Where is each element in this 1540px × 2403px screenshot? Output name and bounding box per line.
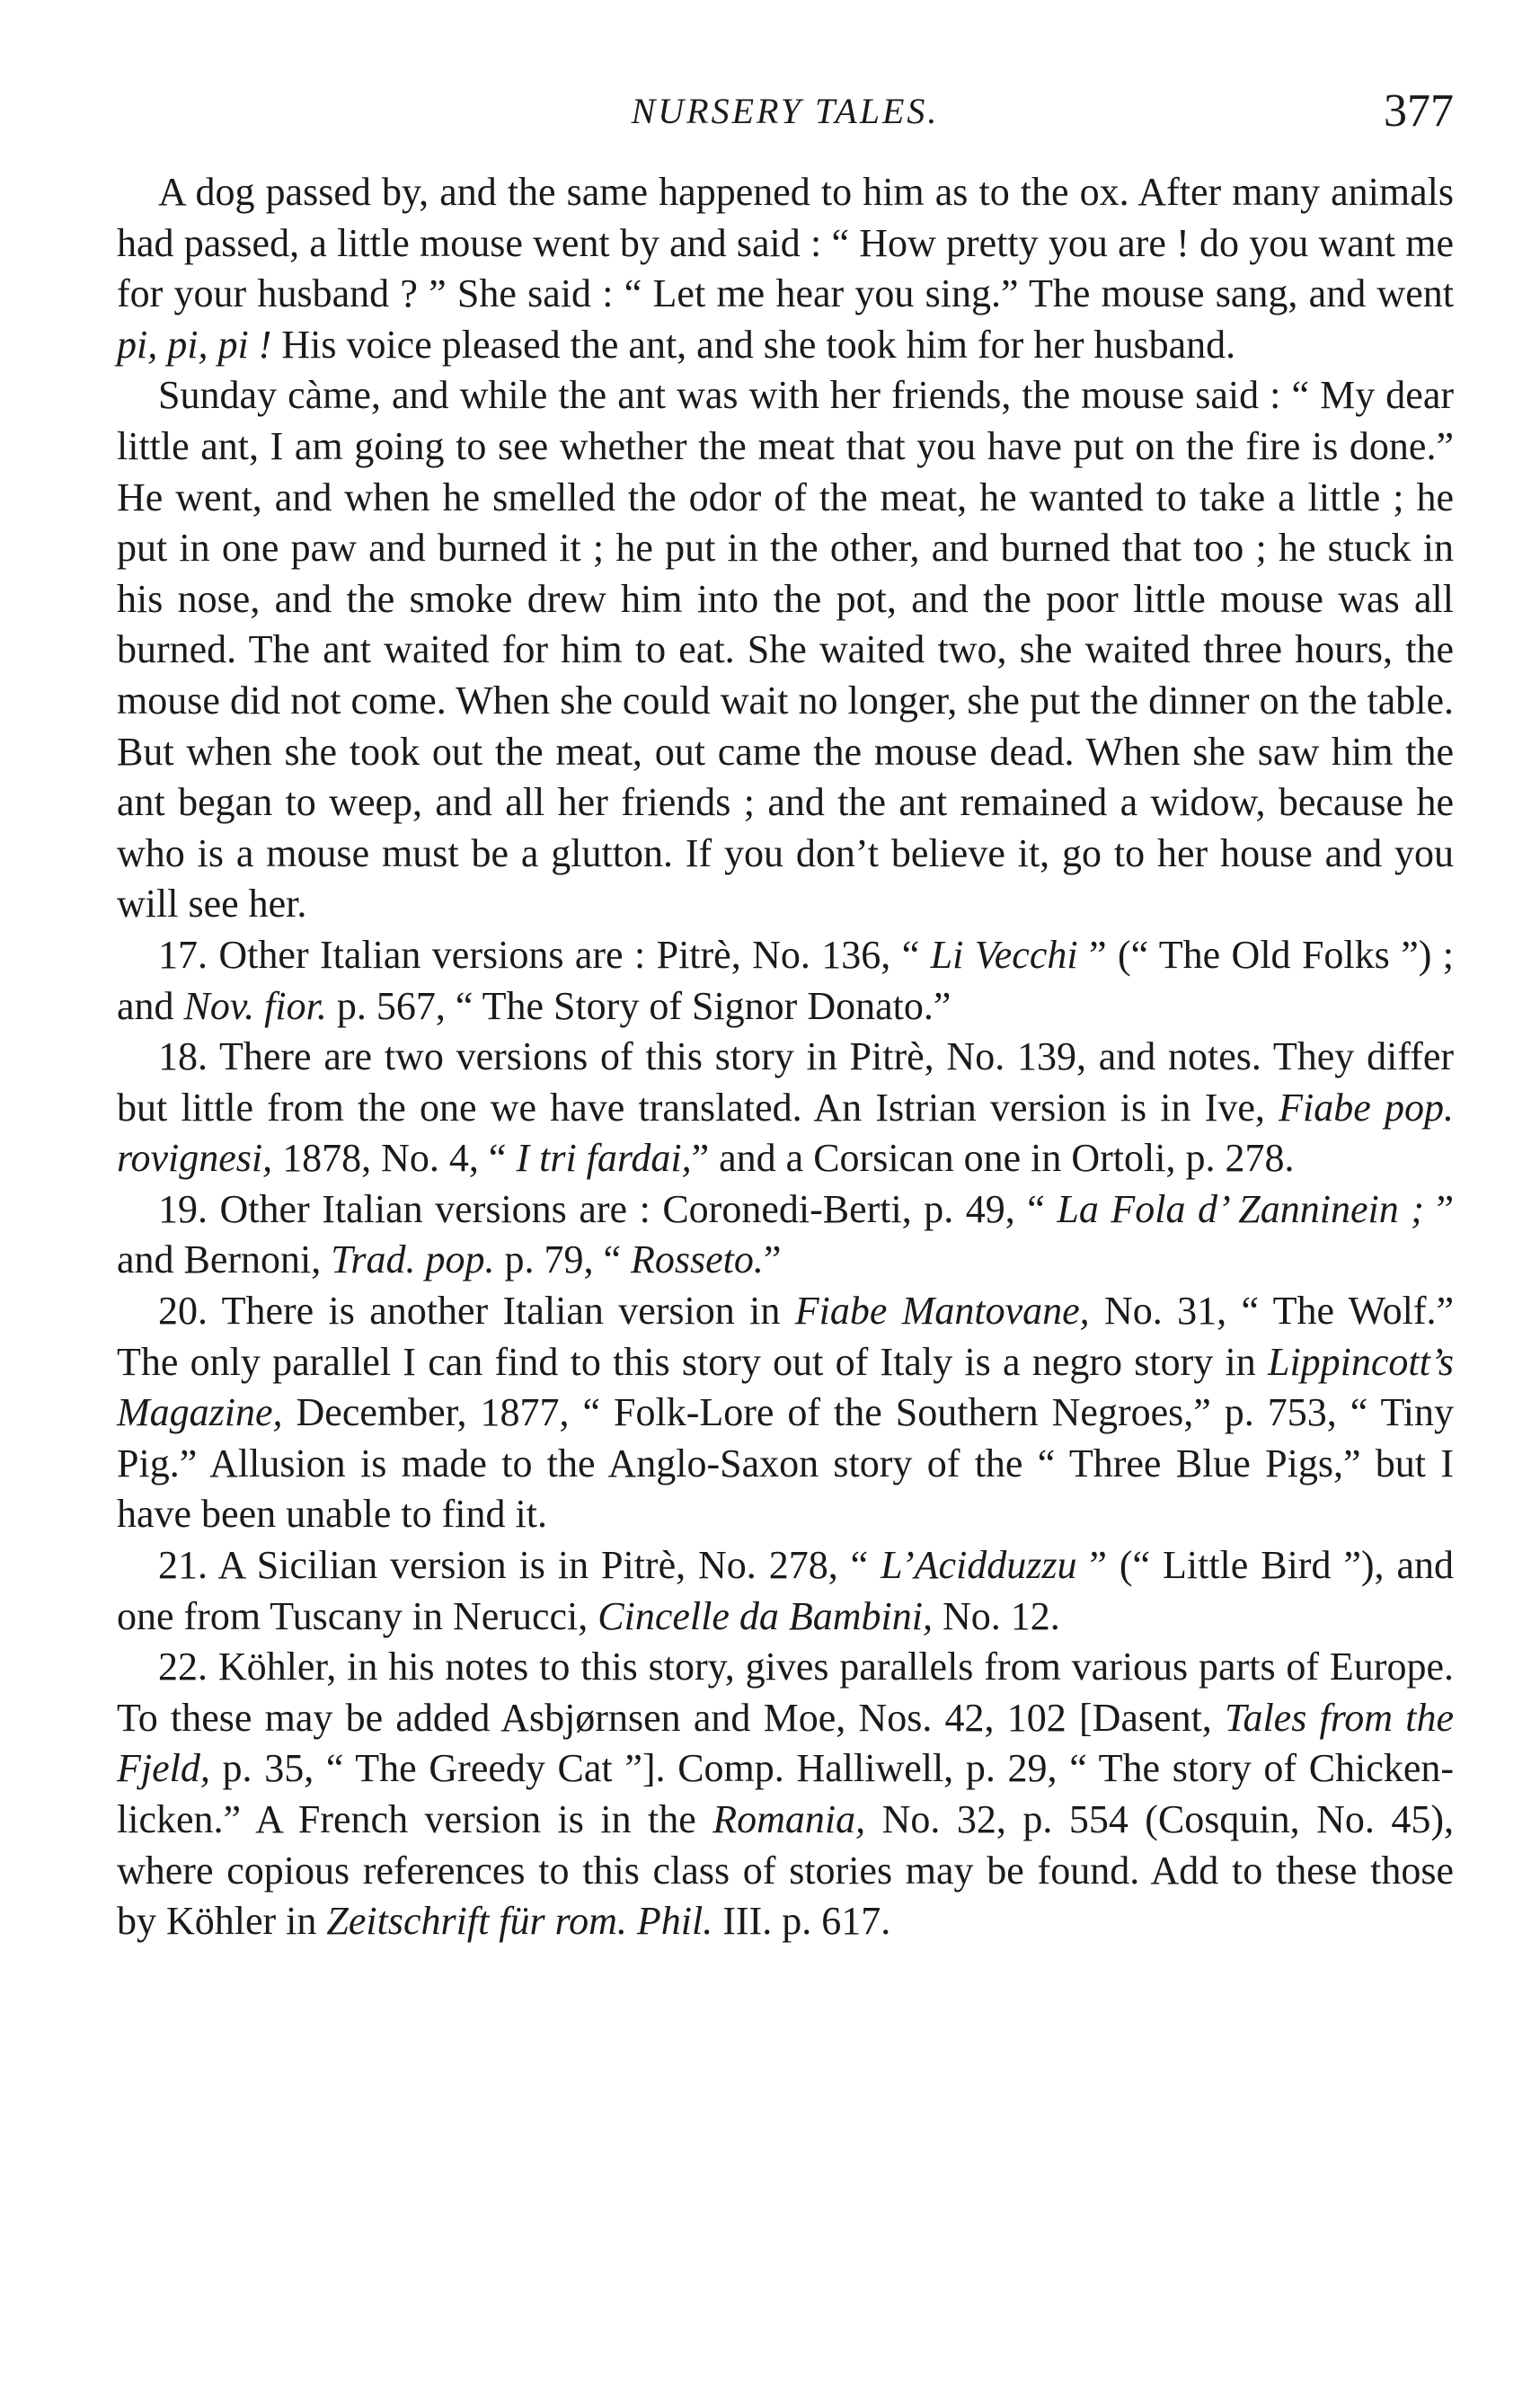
italic-run: Rosseto. — [631, 1237, 764, 1282]
italic-run: Tales from the Fjeld, — [117, 1695, 1454, 1791]
italic-run: Romania, — [712, 1797, 866, 1841]
text-run: p. 567, “ The Story of Signor Donato.” — [326, 983, 951, 1028]
italic-run: I tri fardai, — [516, 1136, 692, 1181]
text-run: 22. Köhler, in his notes to this story, gives parallels from various parts of Europe. To these may be added Asbjørnsen and Moe, Nos. 42, 102 [Dasent, — [117, 1645, 1454, 1740]
paragraph-sunday — [117, 370, 1454, 930]
note-20 — [117, 1286, 1454, 1540]
note-17 — [117, 930, 1454, 1032]
running-head — [117, 85, 1454, 144]
text-run: ” (“ Little Bird ”), and one from Tuscany in Nerucci, — [117, 1543, 1455, 1638]
text-run: ” (“ The Old Folks ”) ; and — [117, 932, 1455, 1028]
text-run: 19. Other Italian versions are : Coronedi-Berti, p. 49, “ — [158, 1186, 1058, 1231]
text-run: p. 79, “ — [494, 1237, 631, 1282]
paragraph-dog — [117, 167, 1454, 370]
text-run: No. 12. — [932, 1593, 1060, 1638]
note-21 — [117, 1540, 1454, 1642]
italic-run: La Fola d’ Zanninein ; — [1057, 1186, 1424, 1231]
italic-run: Lippincott’s Magazine, — [117, 1339, 1454, 1435]
text-run: Sunday càme, and while the ant was with her friends, the mouse said : “ My dear little ant, I am going to see whether the meat that you have put on the fire is done.” He went, and when he smelled the odor of the meat, he wanted to take a little ; he put in one paw and burned it ; he put in the other, and burned that too ; he stuck in his nose, and the smoke drew him into the pot, and the poor little mouse was all burned. The ant waited for him to eat. She waited two, she waited three hours, the mouse did not come. When she could wait no longer, she put the dinner on the table. But when she took out the meat, out came the mouse dead. When she saw him the ant began to weep, and all her friends ; and the ant remained a widow, because he who is a mouse must be a glutton. If you don’t believe it, go to her house and you will see her. — [117, 373, 1454, 927]
italic-run: Fiabe pop. rovignesi, — [117, 1085, 1454, 1181]
text-run: 17. Other Italian versions are : Pitrè, No. 136, “ — [158, 932, 931, 977]
text-run: December, 1877, “ Folk-Lore of the Southern Negroes,” p. 753, “ Tiny Pig.” Allusion is made to the Anglo-Saxon story of the “ Three Blue Pigs,” but I have been unable to find it. — [117, 1390, 1454, 1537]
text-run: A dog passed by, and the same happened to him as to the ox. After many animals had passed, a little mouse went by and said : “ How pretty you are ! do you want me for your husband ? ” She said : “ Let me hear you sing.” The mouse sang, and went — [117, 170, 1454, 316]
italic-run: Trad. pop. — [331, 1237, 495, 1282]
italic-run: Li Vecchi — [930, 932, 1078, 977]
text-run: His voice pleased the ant, and she took him for her husband. — [271, 322, 1236, 367]
text-run: 21. A Sicilian version is in Pitrè, No. 278, “ — [158, 1543, 881, 1588]
note-22 — [117, 1642, 1454, 1947]
text-run: p. 35, “ The Greedy Cat ”]. Comp. Halliwell, p. 29, “ The story of Chicken-licken.” A French version is in the — [117, 1746, 1454, 1841]
italic-run: L’Acidduzzu — [881, 1543, 1077, 1588]
text-run: ” and a Corsican one in Ortoli, p. 278. — [691, 1136, 1295, 1181]
note-18 — [117, 1032, 1454, 1184]
body-text — [117, 167, 1454, 1947]
text-run: ” — [763, 1237, 782, 1282]
note-19 — [117, 1184, 1454, 1286]
text-run: 18. There are two versions of this story in Pitrè, No. 139, and notes. They differ but little from the one we have translated. An Istrian version is in Ive, — [117, 1034, 1454, 1130]
page-number: 377 — [1384, 85, 1454, 137]
text-run: 20. There is another Italian version in — [158, 1289, 795, 1334]
italic-run: Zeitschrift für rom. Phil. — [326, 1899, 713, 1944]
text-run: No. 31, “ The Wolf.” The only parallel I can find to this story out of Italy is a negro story in — [117, 1289, 1454, 1384]
italic-run: Cincelle da Bambini, — [597, 1593, 933, 1638]
running-title: NURSERY TALES. — [631, 91, 940, 131]
italic-run: pi, pi, pi ! — [117, 322, 272, 367]
text-run: No. 32, p. 554 (Cosquin, No. 45), where copious references to this class of stories may be found. Add to these those by Köhler in — [117, 1797, 1454, 1944]
italic-run: Fiabe Mantovane, — [794, 1289, 1090, 1334]
italic-run: Nov. fior. — [183, 983, 327, 1028]
text-run: III. p. 617. — [712, 1899, 891, 1944]
text-run: ” and Bernoni, — [117, 1186, 1455, 1282]
text-run: 1878, No. 4, “ — [272, 1136, 517, 1181]
